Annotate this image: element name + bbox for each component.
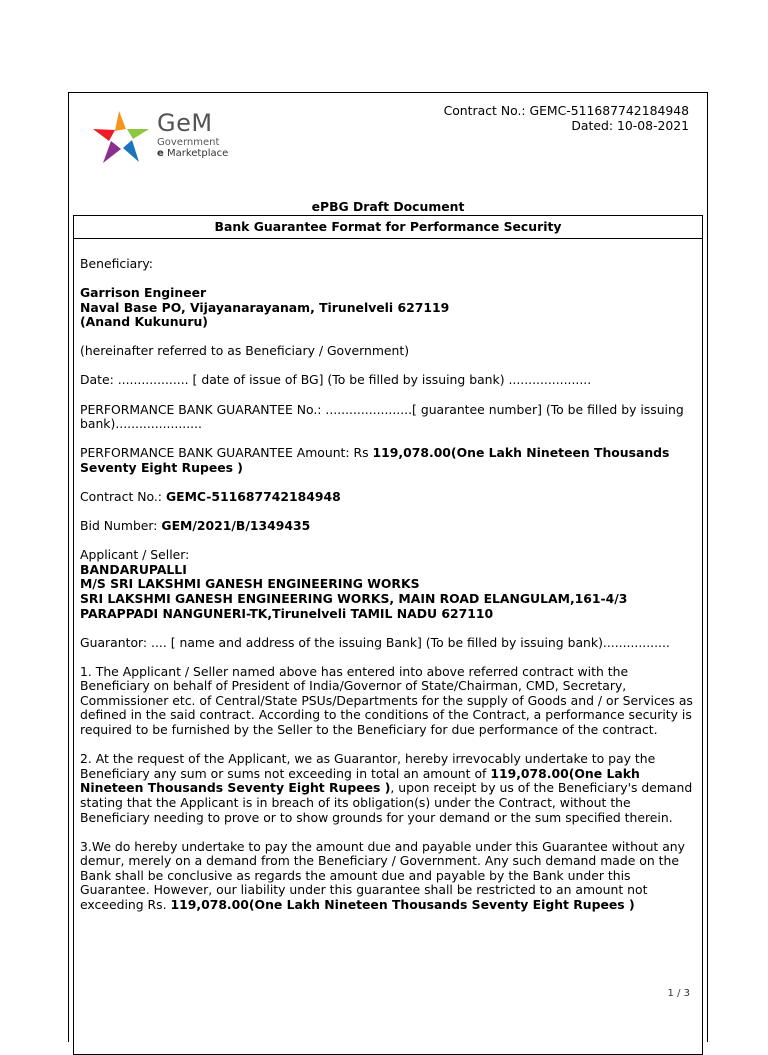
beneficiary-block — [80, 257, 696, 272]
document-page — [68, 92, 708, 1042]
dated-header: Dated: 10-08-2021 — [571, 118, 689, 133]
document-title: ePBG Draft Document — [311, 199, 465, 214]
date-line: Date: .................. [ date of issue of BG] (To be filled by issuing bank) ..................... — [80, 372, 592, 388]
gem-logo — [93, 103, 263, 163]
paragraph-2: 2. At the request of the Applicant, we as Guarantor, hereby irrevocably undertake to pay the Beneficiary any sum or sums not exceeding in total an amount of 119,078.00(One Lakh Nineteen Thousands Seventy Eight Rupees ), upon receipt by us of the Beneficiary's demand stating that the Applicant is in breach of its obligation(s) under the Contract, without the Beneficiary needing to prove or to show grounds for your demand or the sum specified therein. — [80, 751, 693, 825]
contract-number-header: Contract No.: GEMC-511687742184948 — [443, 103, 689, 118]
pbg-amount-line: PERFORMANCE BANK GUARANTEE Amount: Rs 119,078.00(One Lakh Nineteen Thousands Seventy Eight Rupees ) — [80, 445, 670, 475]
beneficiary-label: Beneficiary: — [80, 256, 153, 271]
contract-number-line: Contract No.: GEMC-511687742184948 — [80, 488, 341, 504]
applicant-label: Applicant / Seller: — [80, 547, 190, 563]
pbg-number-line: PERFORMANCE BANK GUARANTEE No.: ......................[ guarantee number] (To be filled by issuing bank)...................... — [80, 401, 684, 432]
gem-logo-line2: e Marketplace — [157, 148, 229, 159]
beneficiary-name: Garrison Engineer — [80, 285, 207, 301]
guarantor-line: Guarantor: .... [ name and address of the issuing Bank] (To be filled by issuing bank)................. — [80, 634, 670, 650]
applicant-line3: SRI LAKSHMI GANESH ENGINEERING WORKS, MAIN ROAD ELANGULAM,161-4/3 — [80, 590, 628, 606]
gem-logo-text — [157, 109, 228, 159]
paragraph-3-amount: 119,078.00(One Lakh Nineteen Thousands Seventy Eight Rupees ) — [170, 897, 635, 912]
beneficiary-details — [80, 286, 696, 330]
applicant-block — [80, 548, 696, 621]
paragraph-1: 1. The Applicant / Seller named above has entered into above referred contract with the Beneficiary on behalf of President of India/Governor of State/Chairman, CMD, Secretary, Commissioner etc. of Central/State PSUs/Departments for the supply of Goods and / or Services as defined in the said contract. According to the conditions of the Contract, a performance security is required to be furnished by the Seller to the Beneficiary for due performance of the contract. — [80, 663, 693, 738]
guarantee-content — [74, 239, 702, 913]
page-number: 1 / 3 — [667, 988, 690, 999]
gem-logo-name: GeM — [157, 109, 213, 137]
gem-logo-line1: Government — [157, 137, 220, 148]
applicant-line4: PARAPPADI NANGUNERI-TK,Tirunelveli TAMIL NADU 627110 — [80, 605, 494, 621]
beneficiary-contact: (Anand Kukunuru) — [80, 314, 208, 330]
applicant-line2: M/S SRI LAKSHMI GANESH ENGINEERING WORKS — [80, 576, 420, 592]
applicant-line1: BANDARUPALLI — [80, 561, 187, 577]
beneficiary-address: Naval Base PO, Vijayanarayanam, Tirunelveli 627119 — [80, 299, 450, 315]
guarantee-box-title: Bank Guarantee Format for Performance Security — [74, 216, 702, 239]
contract-number-value: GEMC-511687742184948 — [165, 488, 341, 504]
bid-number-line: Bid Number: GEM/2021/B/1349435 — [80, 518, 311, 534]
beneficiary-note: (hereinafter referred to as Beneficiary / Government) — [80, 343, 410, 359]
paragraph-2-amount: 119,078.00(One Lakh Nineteen Thousands Seventy Eight Rupees ) — [80, 765, 640, 796]
paragraph-3: 3.We do hereby undertake to pay the amount due and payable under this Guarantee without any demur, merely on a demand from the Beneficiary / Government. Any such demand made on the Bank shall be conclusive as regards the amount due and payable by the Bank under this Guarantee. However, our liability under this guarantee shall be restricted to an amount not exceeding Rs. 119,078.00(One Lakh Nineteen Thousands Seventy Eight Rupees ) — [80, 838, 685, 912]
contract-header — [444, 103, 689, 133]
gem-star-icon — [93, 107, 153, 167]
guarantee-box — [73, 215, 703, 1055]
bid-number-value: GEM/2021/B/1349435 — [161, 518, 311, 534]
pbg-amount-value: 119,078.00(One Lakh Nineteen Thousands Seventy Eight Rupees ) — [80, 445, 670, 475]
